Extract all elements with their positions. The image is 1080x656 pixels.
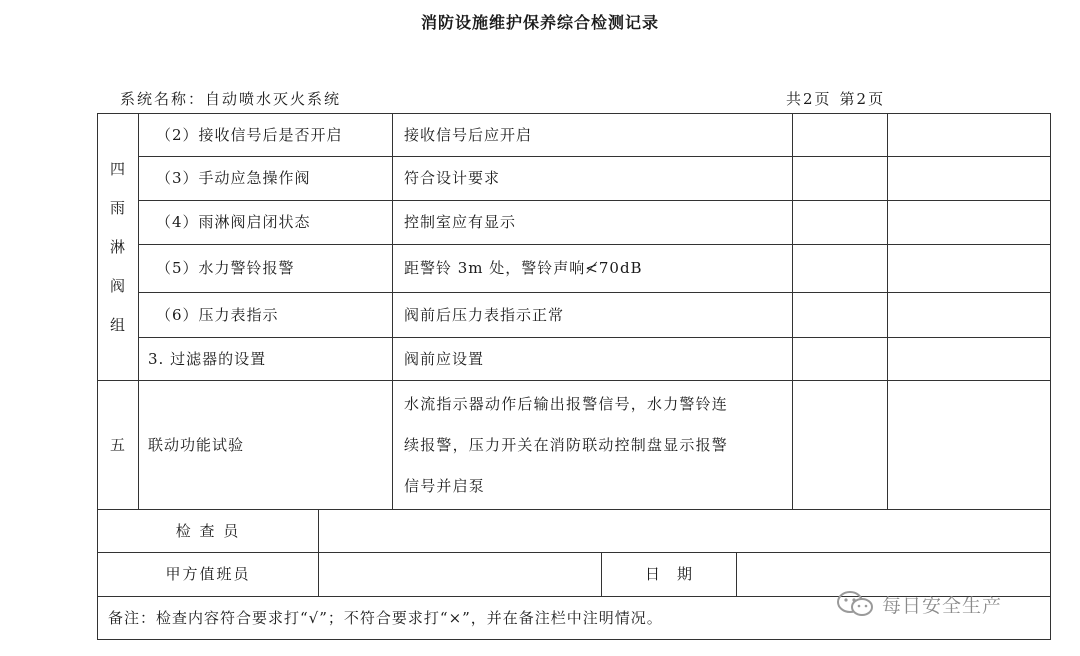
section4-label-char: 四 (109, 160, 126, 178)
system-name: 自动喷水灭火系统 (205, 90, 342, 108)
item-cell: 联动功能试验 (148, 435, 245, 454)
requirement-cell (404, 383, 790, 507)
duty-officer-label: 甲方值班员 (165, 565, 251, 583)
col-divider (887, 113, 888, 509)
row-divider (138, 337, 1051, 338)
col-divider (792, 113, 793, 509)
table-border-right (1050, 113, 1051, 640)
table-border-bottom (97, 639, 1051, 640)
inspector-label: 检 查 员 (175, 521, 241, 540)
section5-label: 五 (109, 435, 126, 454)
requirement-line: 信号并启泵 (404, 476, 486, 495)
item-cell: （2）接收信号后是否开启 (156, 125, 343, 144)
item-cell: （4）雨淋阀启闭状态 (156, 213, 311, 231)
section4-label-char: 雨 (109, 199, 126, 217)
requirement-cell: 距警铃 3m 处，警铃声响≮70dB (404, 259, 643, 277)
page-current: 第2页 (839, 90, 886, 108)
watermark-text: 每日安全生产 (882, 594, 1003, 617)
section4-label-char: 组 (109, 316, 126, 334)
requirement-cell: 接收信号后应开启 (404, 125, 533, 144)
date-label: 日 期 (644, 565, 693, 583)
wechat-icon (836, 590, 876, 618)
inspector-field[interactable] (319, 510, 1049, 552)
document-title: 消防设施维护保养综合检测记录 (420, 13, 659, 32)
requirement-cell: 阀前应设置 (404, 349, 485, 368)
item-cell: （6）压力表指示 (156, 305, 279, 324)
col-divider (392, 113, 393, 509)
requirement-cell: 控制室应有显示 (404, 213, 517, 231)
section4-label-char: 淋 (109, 238, 126, 256)
page-total: 共2页 (786, 90, 832, 108)
section4-label (98, 140, 138, 355)
requirement-cell: 符合设计要求 (404, 169, 501, 187)
page-indicator (786, 88, 893, 109)
item-cell: 3. 过滤器的设置 (148, 349, 267, 368)
note-text: 备注：检查内容符合要求打“√”；不符合要求打“×”，并在备注栏中注明情况。 (108, 608, 663, 627)
section4-label-char: 阀 (109, 277, 126, 295)
requirement-cell: 阀前后压力表指示正常 (404, 305, 565, 324)
requirement-line: 续报警，压力开关在消防联动控制盘显示报警 (404, 435, 729, 454)
watermark (836, 590, 1002, 618)
duty-officer-field[interactable] (319, 553, 601, 596)
col-divider (138, 113, 139, 509)
item-cell: （3）手动应急操作阀 (156, 169, 311, 187)
system-name-line (120, 88, 341, 109)
requirement-line: 水流指示器动作后输出报警信号，水力警铃连 (404, 394, 729, 413)
item-cell: （5）水力警铃报警 (156, 259, 295, 277)
system-label: 系统名称： (120, 90, 206, 108)
